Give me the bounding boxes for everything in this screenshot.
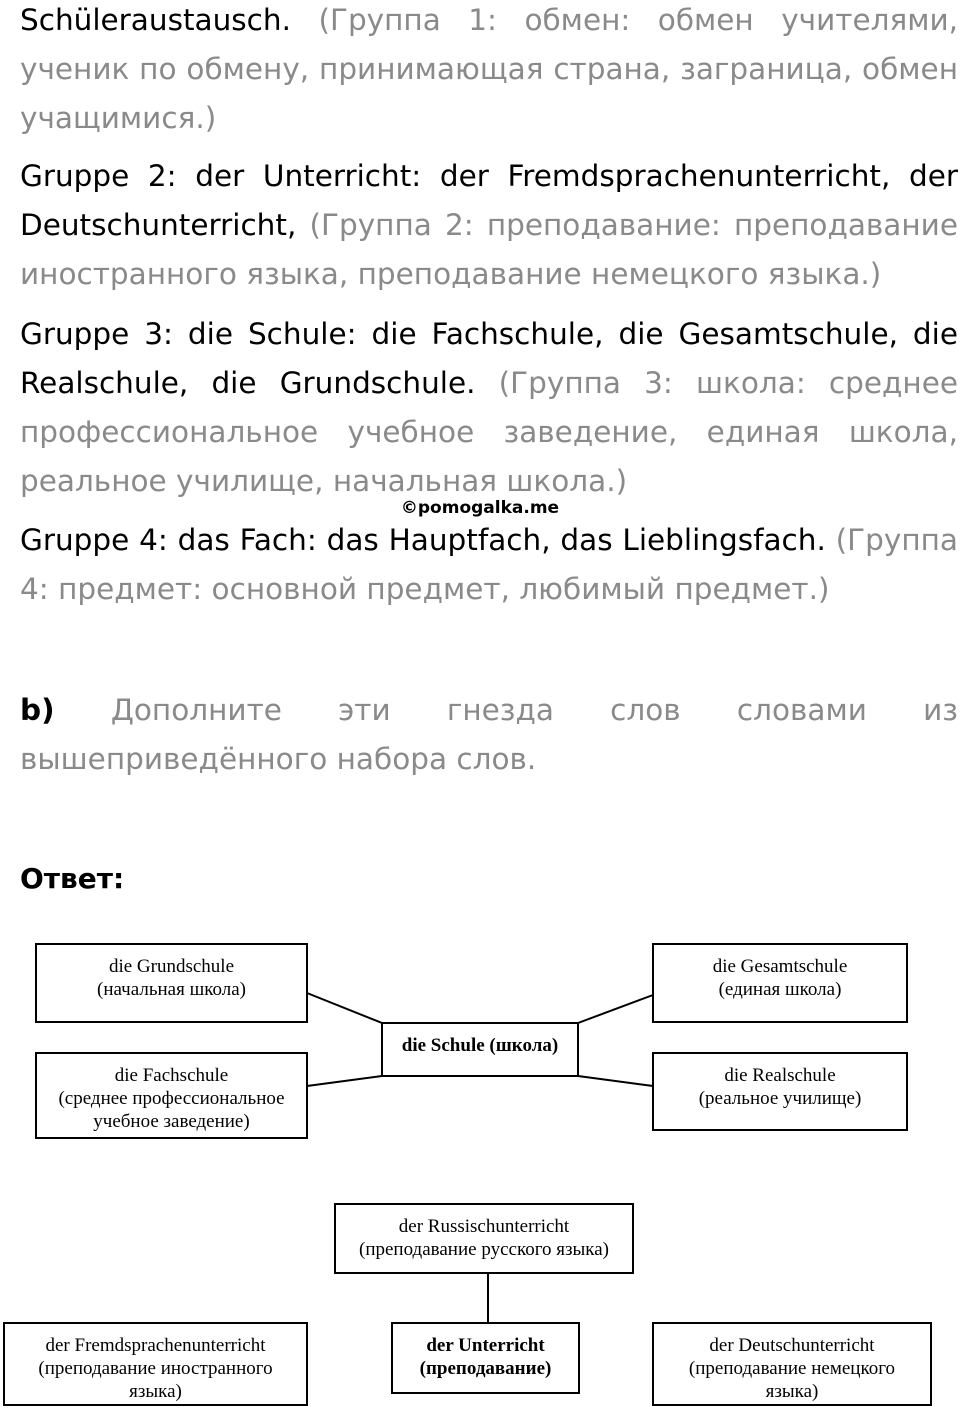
- box-line: (начальная школа): [97, 979, 246, 1000]
- box-line: der Deutschunterricht: [709, 1335, 875, 1356]
- watermark: ©pomogalka.me: [400, 498, 560, 518]
- box-line: языка): [765, 1381, 819, 1402]
- box-line: der Unterricht: [426, 1335, 545, 1356]
- connector-line: [307, 993, 382, 1023]
- box-line: (преподавание русского языка): [359, 1239, 609, 1260]
- box-line: (преподавание иностранного: [38, 1358, 273, 1379]
- box-line: die Gesamtschule: [712, 956, 848, 977]
- box-line: учебное заведение): [93, 1111, 250, 1132]
- answer-label: Ответ:: [20, 862, 125, 895]
- paragraph-russian-translation: (Группа 3: школа: среднее профессиональное учебное заведение, единая школа, реальное училище, начальная школа.): [20, 366, 958, 498]
- box-schule-center: [381, 1022, 579, 1077]
- box-line: (преподавание): [419, 1358, 552, 1379]
- box-line: die Schule (школа): [401, 1035, 559, 1056]
- box-unterricht-center: [391, 1322, 580, 1394]
- box-line: (реальное училище): [698, 1088, 862, 1109]
- box-line: die Grundschule: [108, 956, 235, 977]
- box-line: языка): [129, 1381, 182, 1402]
- box-line: (среднее профессиональное: [58, 1088, 285, 1109]
- task-b-label: b): [20, 693, 55, 727]
- paragraph-russian-translation: (Группа 4: предмет: основной предмет, любимый предмет.): [20, 523, 958, 606]
- connector-line: [307, 1076, 382, 1086]
- box-deutschunterricht: [652, 1322, 932, 1406]
- paragraph-german-text: Gruppe 4: das Fach: das Hauptfach, das Lieblingsfach.: [20, 523, 826, 557]
- paragraph-german-text: Schüleraustausch.: [20, 3, 291, 37]
- box-line: (преподавание немецкого: [688, 1358, 896, 1379]
- paragraph-german-text: Gruppe 2: der Unterricht: der Fremdsprachenunterricht, der Deutschunterricht,: [20, 159, 958, 242]
- box-grundschule: [35, 943, 308, 1023]
- paragraph-russian-translation: (Группа 2: преподавание: преподавание иностранного языка, преподавание немецкого языка.): [20, 208, 958, 291]
- box-line: (единая школа): [718, 979, 842, 1000]
- box-gesamtschule: [652, 943, 908, 1023]
- box-realschule: [652, 1052, 908, 1131]
- connector-line: [578, 995, 653, 1023]
- box-line: der Fremdsprachenunterricht: [45, 1335, 266, 1356]
- task-b-text: Дополните эти гнезда слов словами из вышеприведённого набора слов.: [20, 693, 958, 776]
- box-fachschule: [35, 1052, 308, 1139]
- box-fremdsprachenunterricht: [3, 1322, 308, 1406]
- box-russischunterricht: [334, 1203, 634, 1274]
- box-line: die Realschule: [724, 1065, 836, 1086]
- connector-line: [578, 1076, 653, 1086]
- box-line: die Fachschule: [114, 1065, 229, 1086]
- paragraph-russian-translation: (Группа 1: обмен: обмен учителями, ученик по обмену, принимающая страна, заграница, обмен учащимися.): [20, 3, 958, 135]
- box-line: der Russischunterricht: [398, 1216, 570, 1237]
- paragraph-german-text: Gruppe 3: die Schule: die Fachschule, die Gesamtschule, die Realschule, die Grundschule.: [20, 317, 958, 400]
